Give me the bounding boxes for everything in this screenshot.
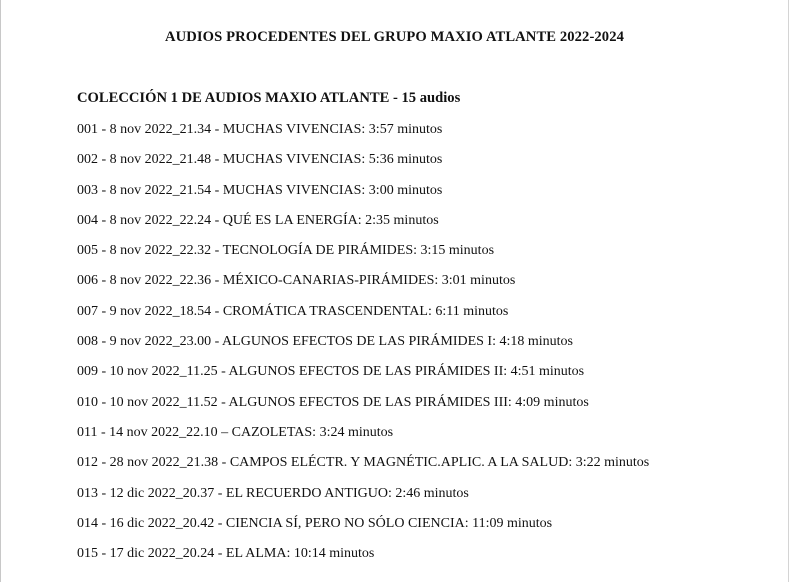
audio-item: 009 - 10 nov 2022_11.25 - ALGUNOS EFECTOS DE LAS PIRÁMIDES II: 4:51 minutos: [77, 364, 585, 380]
audio-item: 007 - 9 nov 2022_18.54 - CROMÁTICA TRASCENDENTAL: 6:11 minutos: [77, 303, 509, 319]
audio-item: 005 - 8 nov 2022_22.32 - TECNOLOGÍA DE PIRÁMIDES: 3:15 minutos: [77, 243, 495, 259]
audio-item: 008 - 9 nov 2022_23.00 - ALGUNOS EFECTOS DE LAS PIRÁMIDES I: 4:18 minutos: [77, 334, 573, 350]
audio-item: 006 - 8 nov 2022_22.36 - MÉXICO-CANARIAS-PIRÁMIDES: 3:01 minutos: [77, 273, 516, 289]
audio-item: 012 - 28 nov 2022_21.38 - CAMPOS ELÉCTR. Y MAGNÉTIC.APLIC. A LA SALUD: 3:22 minutos: [77, 455, 650, 471]
audio-item: 015 - 17 dic 2022_20.24 - EL ALMA: 10:14 minutos: [77, 546, 375, 562]
collection-heading: COLECCIÓN 1 DE AUDIOS MAXIO ATLANTE - 15 audios: [77, 90, 461, 106]
audio-item: 004 - 8 nov 2022_22.24 - QUÉ ES LA ENERGÍA: 2:35 minutos: [77, 212, 439, 228]
audio-item: 001 - 8 nov 2022_21.34 - MUCHAS VIVENCIAS: 3:57 minutos: [77, 122, 443, 137]
audio-item: 014 - 16 dic 2022_20.42 - CIENCIA SÍ, PERO NO SÓLO CIENCIA: 11:09 minutos: [77, 515, 553, 531]
audio-item: 003 - 8 nov 2022_21.54 - MUCHAS VIVENCIAS: 3:00 minutos: [77, 182, 443, 198]
document-title: AUDIOS PROCEDENTES DEL GRUPO MAXIO ATLANTE 2022-2024: [164, 29, 624, 45]
audio-list: [77, 120, 649, 574]
audio-item: 010 - 10 nov 2022_11.52 - ALGUNOS EFECTOS DE LAS PIRÁMIDES III: 4:09 minutos: [77, 394, 589, 410]
audio-item: 011 - 14 nov 2022_22.10 – CAZOLETAS: 3:24 minutos: [77, 424, 394, 440]
audio-item: 002 - 8 nov 2022_21.48 - MUCHAS VIVENCIAS: 5:36 minutos: [77, 152, 443, 168]
audio-item: 013 - 12 dic 2022_20.37 - EL RECUERDO ANTIGUO: 2:46 minutos: [77, 485, 469, 501]
